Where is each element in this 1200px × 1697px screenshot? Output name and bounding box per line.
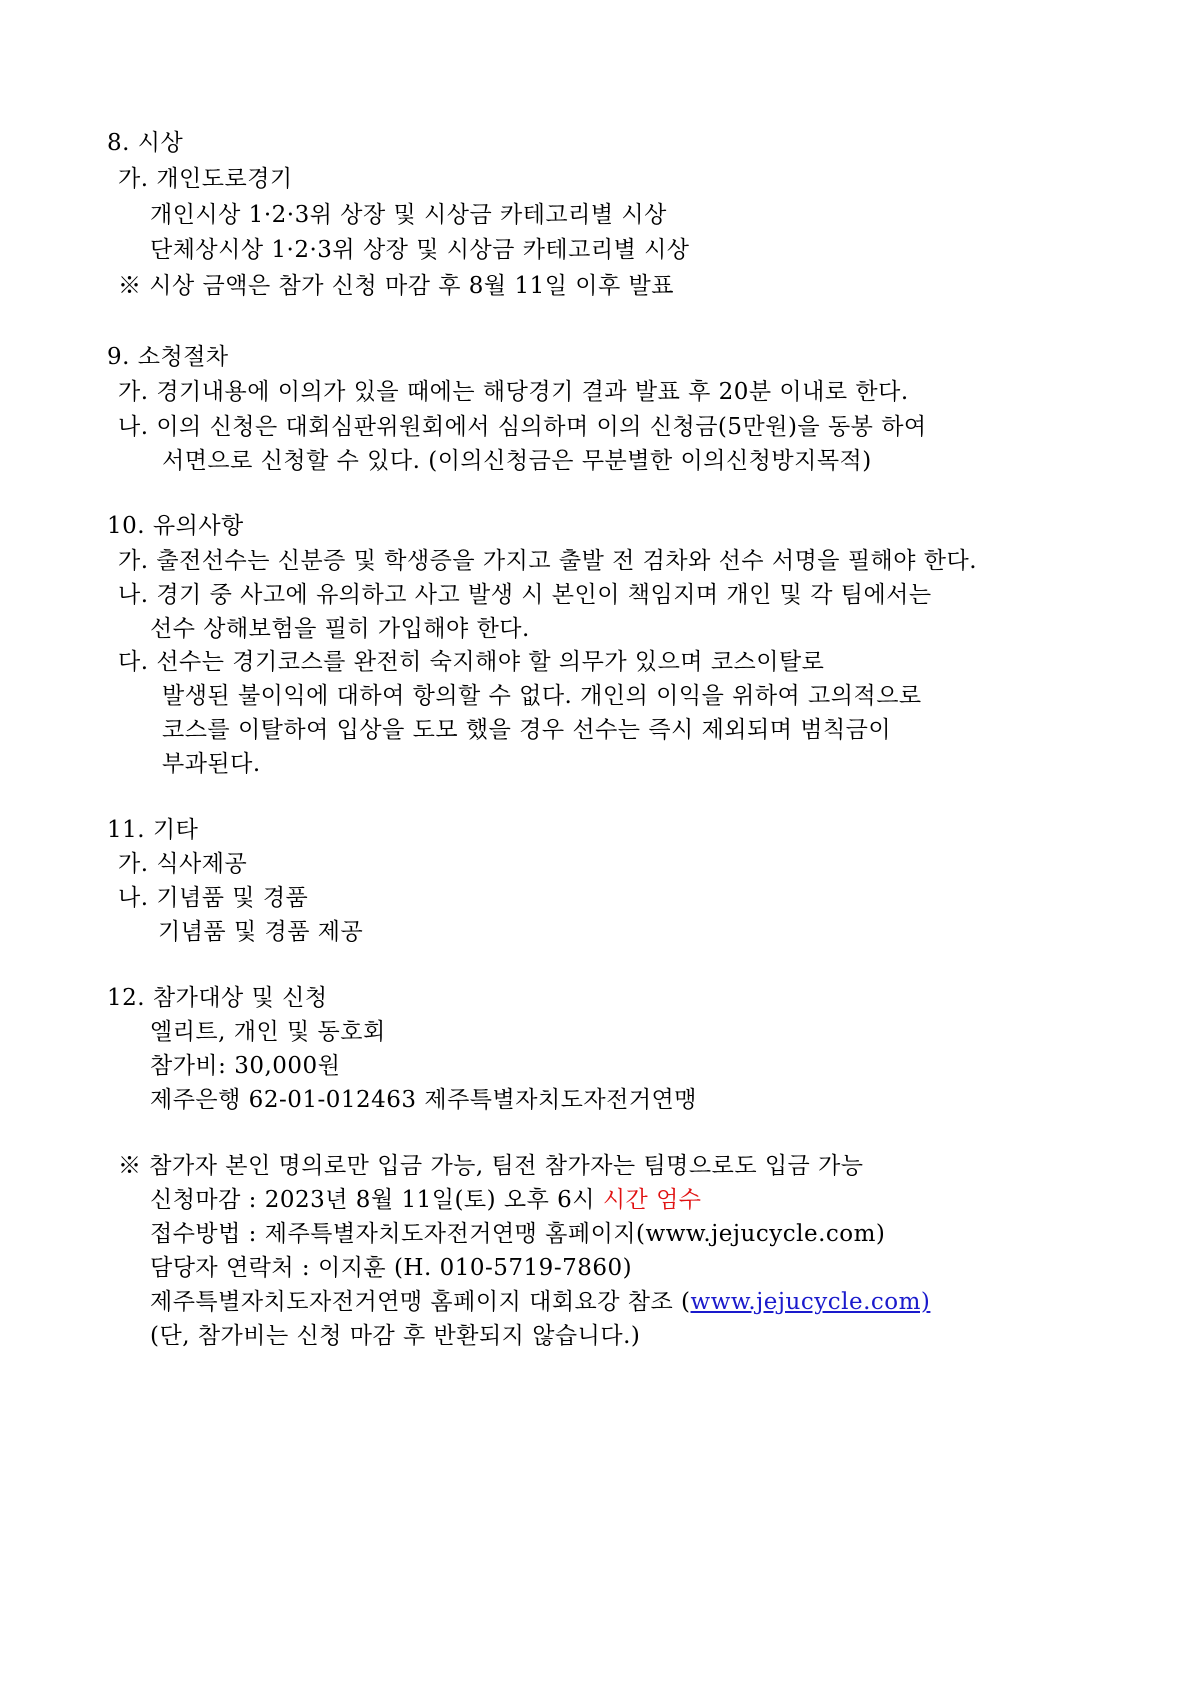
notice-contact: 담당자 연락처 : 이지훈 (H. 010-5719-7860) bbox=[150, 1255, 633, 1281]
section-10-item-b-line-1: 나. 경기 중 사고에 유의하고 사고 발생 시 본인이 책임지며 개인 및 각 팀에서는 bbox=[118, 582, 932, 608]
notice-deadline bbox=[150, 1185, 702, 1215]
notice-deadline-emphasis: 시간 엄수 bbox=[602, 1187, 702, 1213]
section-8-note: ※ 시상 금액은 참가 신청 마감 후 8월 11일 이후 발표 bbox=[118, 273, 674, 299]
homepage-link[interactable]: www.jejucycle.com) bbox=[690, 1289, 931, 1315]
section-12-line-1: 엘리트, 개인 및 동호회 bbox=[150, 1019, 386, 1045]
section-11-item-b-line-1: 기념품 및 경품 제공 bbox=[158, 919, 364, 945]
section-10-item-c-line-2: 발생된 불이익에 대하여 항의할 수 없다. 개인의 이익을 위하여 고의적으로 bbox=[162, 683, 922, 709]
notice-deadline-text: 신청마감 : 2023년 8월 11일(토) 오후 6시 bbox=[150, 1187, 603, 1213]
section-9-item-b-line-1: 나. 이의 신청은 대회심판위원회에서 심의하며 이의 신청금(5만원)을 동봉 하여 bbox=[118, 414, 927, 440]
section-8-item-a: 가. 개인도로경기 bbox=[118, 166, 293, 192]
section-12-line-2: 참가비: 30,000원 bbox=[150, 1053, 341, 1079]
section-10-item-c-line-1: 다. 선수는 경기코스를 완전히 숙지해야 할 의무가 있으며 코스이탈로 bbox=[118, 649, 825, 675]
section-9-heading: 9. 소청절차 bbox=[107, 344, 229, 370]
section-12-heading: 12. 참가대상 및 신청 bbox=[107, 985, 328, 1011]
notice-reference-text: 제주특별자치도자전거연맹 홈페이지 대회요강 참조 ( bbox=[150, 1289, 691, 1315]
section-10-item-b-line-2: 선수 상해보험을 필히 가입해야 한다. bbox=[150, 616, 530, 642]
section-12-line-3: 제주은행 62-01-012463 제주특별자치도자전거연맹 bbox=[150, 1087, 697, 1113]
section-10-item-c-line-4: 부과된다. bbox=[162, 751, 261, 777]
notice-reception: 접수방법 : 제주특별자치도자전거연맹 홈페이지(www.jejucycle.com) bbox=[150, 1221, 886, 1247]
section-8-item-a-line-1: 개인시상 1·2·3위 상장 및 시상금 카테고리별 시상 bbox=[150, 202, 667, 228]
section-11-heading: 11. 기타 bbox=[107, 817, 199, 843]
section-11-item-b: 나. 기념품 및 경품 bbox=[118, 885, 309, 911]
section-9-item-a: 가. 경기내용에 이의가 있을 때에는 해당경기 결과 발표 후 20분 이내로 한다. bbox=[118, 379, 909, 405]
section-10-item-a: 가. 출전선수는 신분증 및 학생증을 가지고 출발 전 검차와 선수 서명을 필해야 한다. bbox=[118, 548, 978, 574]
section-8-item-a-line-2: 단체상시상 1·2·3위 상장 및 시상금 카테고리별 시상 bbox=[150, 237, 690, 263]
section-8-heading: 8. 시상 bbox=[107, 130, 184, 156]
notice-reference bbox=[150, 1287, 930, 1317]
notice-line-1: ※ 참가자 본인 명의로만 입금 가능, 팀전 참가자는 팀명으로도 입금 가능 bbox=[118, 1153, 864, 1179]
notice-refund: (단, 참가비는 신청 마감 후 반환되지 않습니다.) bbox=[150, 1323, 641, 1349]
section-11-item-a: 가. 식사제공 bbox=[118, 851, 248, 877]
section-9-item-b-line-2: 서면으로 신청할 수 있다. (이의신청금은 무분별한 이의신청방지목적) bbox=[162, 448, 872, 474]
section-10-heading: 10. 유의사항 bbox=[107, 513, 244, 539]
section-10-item-c-line-3: 코스를 이탈하여 입상을 도모 했을 경우 선수는 즉시 제외되며 범칙금이 bbox=[162, 717, 892, 743]
